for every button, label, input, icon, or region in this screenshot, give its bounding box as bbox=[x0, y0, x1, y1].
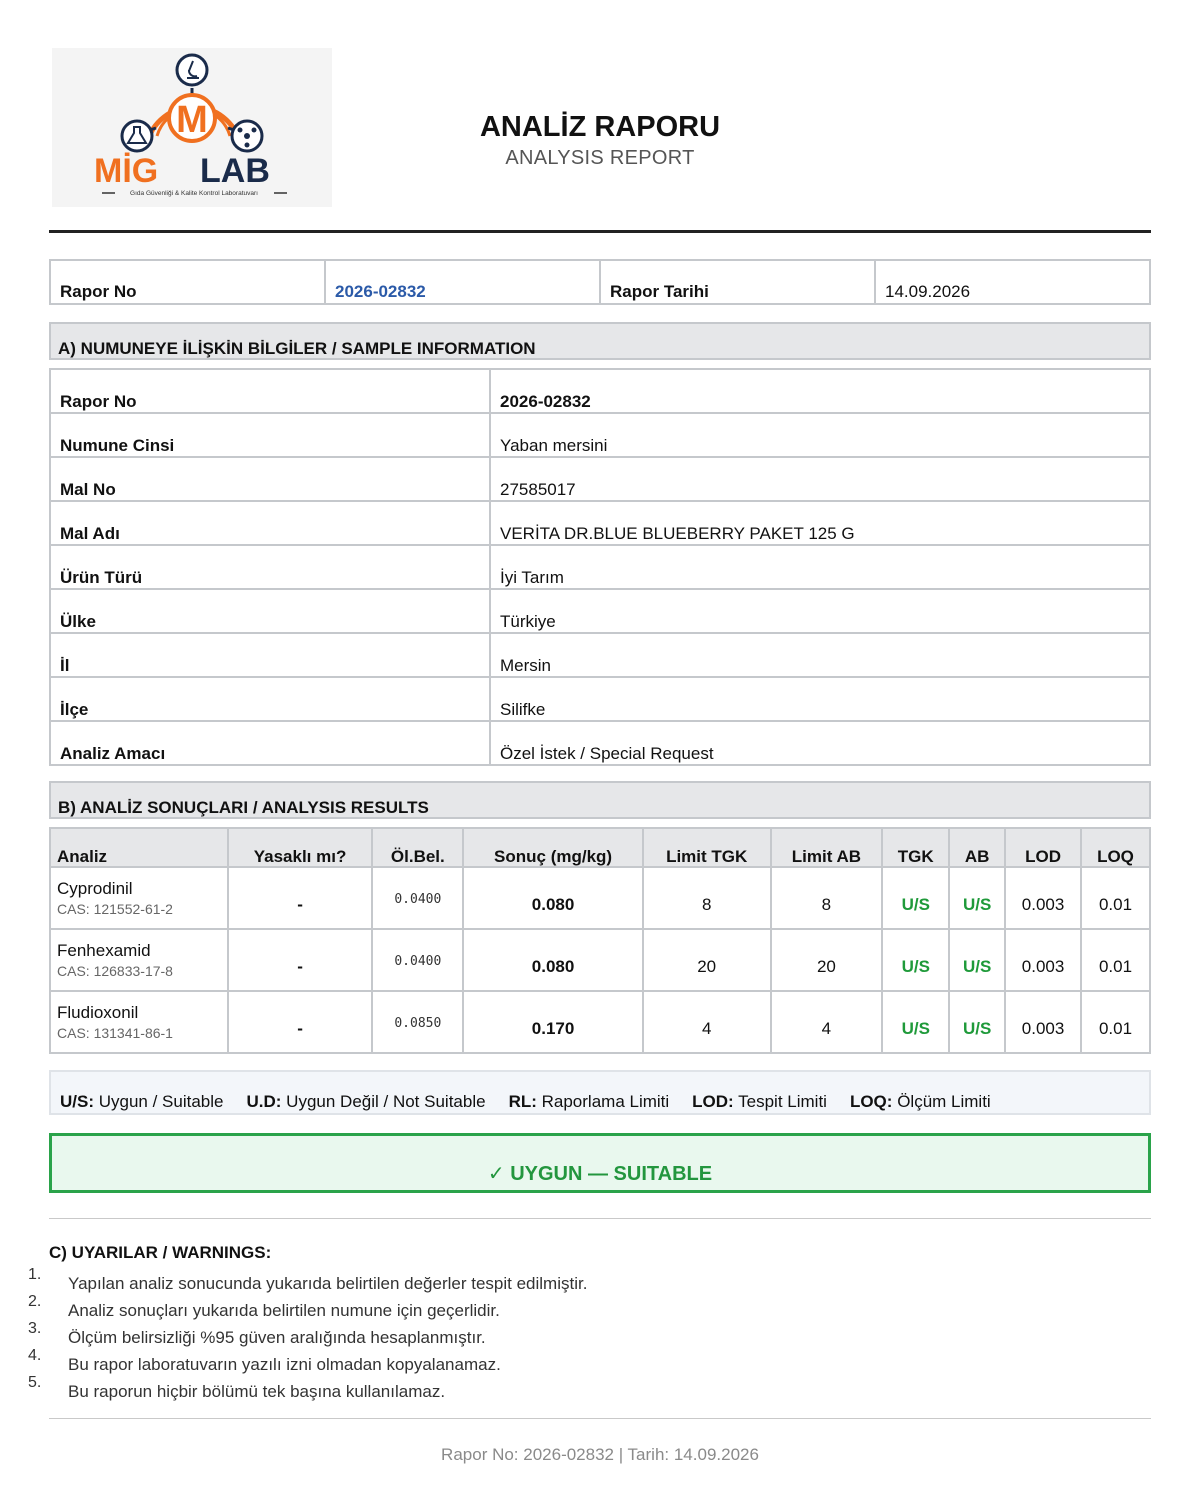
ab-status-cell-text: U/S bbox=[962, 895, 992, 914]
limit-ab-cell-text: 8 bbox=[821, 895, 832, 914]
verdict-text: ✓ UYGUN — SUITABLE bbox=[487, 1163, 713, 1185]
tgk-status-cell bbox=[882, 991, 949, 1053]
sample-info-row bbox=[50, 545, 1150, 589]
limit-ab-cell-text: 4 bbox=[821, 1019, 832, 1038]
loq-cell bbox=[1081, 867, 1150, 929]
sample-info-table bbox=[49, 368, 1151, 766]
sample-info-value: 27585017 bbox=[490, 457, 1150, 501]
warning-text: Analiz sonuçları yukarıda belirtilen numune için geçerlidir. bbox=[68, 1301, 500, 1320]
warning-number: 4. bbox=[28, 1347, 42, 1364]
limit-tgk-cell-text: 20 bbox=[697, 957, 717, 976]
sample-info-label: Analiz Amacı bbox=[50, 721, 490, 765]
sample-info-row bbox=[50, 721, 1150, 765]
result-cell-text: 0.080 bbox=[531, 957, 575, 976]
legend-key: RL: bbox=[508, 1092, 537, 1111]
report-subtitle: ANALYSIS REPORT bbox=[505, 147, 695, 169]
sample-info-value: Mersin bbox=[490, 633, 1150, 677]
analyte-name: Cyprodinil bbox=[57, 879, 133, 898]
svg-text:MİG: MİG bbox=[94, 152, 159, 190]
legend-text: Uygun Değil / Not Suitable bbox=[286, 1092, 486, 1111]
uncertainty-cell bbox=[372, 929, 463, 991]
loq-cell-text: 0.01 bbox=[1098, 895, 1133, 914]
lod-cell bbox=[1005, 929, 1081, 991]
lod-cell-text: 0.003 bbox=[1021, 957, 1065, 976]
warning-item bbox=[28, 1347, 828, 1374]
sample-info-row bbox=[50, 501, 1150, 545]
page-footer: Rapor No: 2026-02832 | Tarih: 14.09.2026 bbox=[441, 1445, 759, 1464]
sample-info-label: Numune Cinsi bbox=[50, 413, 490, 457]
analyte-name: Fludioxonil bbox=[57, 1003, 139, 1022]
loq-cell bbox=[1081, 991, 1150, 1053]
limit-tgk-cell bbox=[643, 929, 771, 991]
ab-status-cell bbox=[949, 991, 1005, 1053]
sample-info-value: Yaban mersini bbox=[490, 413, 1150, 457]
legend-text: Uygun / Suitable bbox=[98, 1092, 224, 1111]
results-section-heading: B) ANALİZ SONUÇLARI / ANALYSIS RESULTS bbox=[49, 781, 1151, 819]
report-meta-table bbox=[49, 259, 1151, 305]
warning-text: Bu rapor laboratuvarın yazılı izni olmadan kopyalanamaz. bbox=[68, 1355, 501, 1374]
warning-text: Bu raporun hiçbir bölümü tek başına kullanılamaz. bbox=[68, 1382, 446, 1401]
sample-info-label: Rapor No bbox=[50, 369, 490, 413]
ab-status-cell-text: U/S bbox=[962, 1019, 992, 1038]
tgk-status-cell-text: U/S bbox=[901, 957, 930, 976]
limit-ab-cell bbox=[771, 867, 883, 929]
legend-key: U.D: bbox=[246, 1092, 282, 1111]
result-cell bbox=[463, 867, 643, 929]
result-row bbox=[50, 867, 1150, 929]
warning-item bbox=[28, 1320, 828, 1347]
tgk-status-cell bbox=[882, 867, 949, 929]
result-row bbox=[50, 991, 1150, 1053]
sample-info-row bbox=[50, 457, 1150, 501]
result-cell-text: 0.080 bbox=[531, 895, 575, 914]
banned-cell bbox=[228, 991, 373, 1053]
legend-item bbox=[509, 1092, 670, 1112]
sample-info-label: Ürün Türü bbox=[50, 545, 490, 589]
analyte-cell bbox=[50, 867, 228, 929]
tgk-status-cell-text: U/S bbox=[901, 1019, 930, 1038]
sample-info-row bbox=[50, 677, 1150, 721]
divider bbox=[49, 1218, 1151, 1219]
legend-item bbox=[850, 1092, 991, 1112]
warning-item bbox=[28, 1293, 828, 1320]
banned-cell-text: - bbox=[297, 895, 303, 914]
divider bbox=[49, 1418, 1151, 1419]
sample-info-label: Mal No bbox=[50, 457, 490, 501]
uncertainty-cell-text: 0.0850 bbox=[394, 1016, 442, 1031]
ab-status-cell-text: U/S bbox=[962, 957, 992, 976]
loq-cell-text: 0.01 bbox=[1098, 1019, 1133, 1038]
legend-item bbox=[246, 1092, 485, 1112]
ab-status-cell bbox=[949, 929, 1005, 991]
svg-text:Gıda Güvenliği & Kalite Kontro: Gıda Güvenliği & Kalite Kontrol Laboratuvarı bbox=[130, 190, 258, 197]
sample-info-value: Özel İstek / Special Request bbox=[490, 721, 1150, 765]
legend-text: Ölçüm Limiti bbox=[897, 1092, 991, 1111]
sample-info-value: VERİTA DR.BLUE BLUEBERRY PAKET 125 G bbox=[490, 501, 1150, 545]
results-column-header: AB bbox=[949, 828, 1005, 867]
sample-info-row bbox=[50, 589, 1150, 633]
analyte-name: Fenhexamid bbox=[57, 941, 151, 960]
sample-info-label: İlçe bbox=[50, 677, 490, 721]
results-column-header: Sonuç (mg/kg) bbox=[463, 828, 643, 867]
sample-info-value: Silifke bbox=[490, 677, 1150, 721]
loq-cell-text: 0.01 bbox=[1098, 957, 1133, 976]
analyte-cell bbox=[50, 991, 228, 1053]
header-divider bbox=[49, 230, 1151, 233]
warning-number: 5. bbox=[28, 1374, 42, 1391]
sample-section-heading: A) NUMUNEYE İLİŞKİN BİLGİLER / SAMPLE INFORMATION bbox=[49, 322, 1151, 360]
warning-number: 1. bbox=[28, 1266, 42, 1283]
analyte-cell bbox=[50, 929, 228, 991]
warning-text: Ölçüm belirsizliği %95 güven aralığında hesaplanmıştır. bbox=[68, 1328, 486, 1347]
report-date-label-cell: Rapor Tarihi bbox=[600, 260, 875, 304]
legend-item bbox=[60, 1092, 223, 1112]
report-no-value-cell bbox=[325, 260, 600, 304]
limit-tgk-cell bbox=[643, 991, 771, 1053]
limit-tgk-cell bbox=[643, 867, 771, 929]
uncertainty-cell bbox=[372, 991, 463, 1053]
analyte-cas: CAS: 131341-86-1 bbox=[57, 1025, 173, 1041]
report-date-value: 14.09.2026 bbox=[885, 282, 971, 301]
result-cell-text: 0.170 bbox=[531, 1019, 575, 1038]
result-cell bbox=[463, 929, 643, 991]
result-cell bbox=[463, 991, 643, 1053]
limit-tgk-cell-text: 4 bbox=[701, 1019, 712, 1038]
banned-cell bbox=[228, 929, 373, 991]
limit-ab-cell bbox=[771, 991, 883, 1053]
warning-item bbox=[28, 1374, 828, 1401]
lod-cell bbox=[1005, 991, 1081, 1053]
sample-info-value: Türkiye bbox=[490, 589, 1150, 633]
analyte-cas: CAS: 126833-17-8 bbox=[57, 963, 173, 979]
report-no-value: 2026-02832 bbox=[335, 282, 426, 301]
report-title: ANALİZ RAPORU bbox=[479, 111, 721, 143]
warnings-list bbox=[28, 1266, 828, 1401]
results-column-header: Analiz bbox=[50, 828, 228, 867]
abbreviation-legend bbox=[49, 1070, 1151, 1115]
legend-key: LOD: bbox=[692, 1092, 734, 1111]
results-column-header: Yasaklı mı? bbox=[228, 828, 373, 867]
lod-cell-text: 0.003 bbox=[1021, 895, 1065, 914]
result-row bbox=[50, 929, 1150, 991]
report-date-value-cell bbox=[875, 260, 1150, 304]
analyte-cas: CAS: 121552-61-2 bbox=[57, 901, 173, 917]
legend-text: Raporlama Limiti bbox=[541, 1092, 670, 1111]
warnings-title: C) UYARILAR / WARNINGS: bbox=[49, 1243, 272, 1262]
sample-info-label: Ülke bbox=[50, 589, 490, 633]
tgk-status-cell bbox=[882, 929, 949, 991]
sample-info-row bbox=[50, 413, 1150, 457]
legend-key: LOQ: bbox=[849, 1092, 893, 1111]
company-logo bbox=[52, 48, 332, 207]
limit-ab-cell bbox=[771, 929, 883, 991]
results-column-header: LOQ bbox=[1081, 828, 1150, 867]
sample-info-value: 2026-02832 bbox=[490, 369, 1150, 413]
banned-cell-text: - bbox=[297, 957, 303, 976]
warning-number: 2. bbox=[28, 1293, 42, 1310]
banned-cell-text: - bbox=[297, 1019, 303, 1038]
tgk-status-cell-text: U/S bbox=[901, 895, 930, 914]
report-title-block bbox=[400, 110, 800, 172]
sample-info-row bbox=[50, 633, 1150, 677]
banned-cell bbox=[228, 867, 373, 929]
uncertainty-cell bbox=[372, 867, 463, 929]
uncertainty-cell-text: 0.0400 bbox=[394, 954, 442, 969]
limit-ab-cell-text: 20 bbox=[816, 957, 836, 976]
lod-cell bbox=[1005, 867, 1081, 929]
verdict-banner bbox=[49, 1133, 1151, 1193]
report-no-label-cell: Rapor No bbox=[50, 260, 325, 304]
results-column-header: TGK bbox=[882, 828, 949, 867]
loq-cell bbox=[1081, 929, 1150, 991]
sample-info-value: İyi Tarım bbox=[490, 545, 1150, 589]
warning-item bbox=[28, 1266, 828, 1293]
results-column-header: Öl.Bel. bbox=[372, 828, 463, 867]
sample-info-label: Mal Adı bbox=[50, 501, 490, 545]
warning-text: Yapılan analiz sonucunda yukarıda belirtilen değerler tespit edilmiştir. bbox=[68, 1274, 588, 1293]
svg-text:M: M bbox=[176, 99, 208, 141]
analysis-results-table bbox=[49, 827, 1151, 1054]
sample-info-row bbox=[50, 369, 1150, 413]
ab-status-cell bbox=[949, 867, 1005, 929]
sample-info-label: İl bbox=[50, 633, 490, 677]
limit-tgk-cell-text: 8 bbox=[701, 895, 712, 914]
legend-item bbox=[692, 1092, 827, 1112]
results-column-header: Limit AB bbox=[771, 828, 883, 867]
legend-text: Tespit Limiti bbox=[738, 1092, 827, 1111]
legend-key: U/S: bbox=[60, 1092, 94, 1111]
lod-cell-text: 0.003 bbox=[1021, 1019, 1065, 1038]
results-column-header: Limit TGK bbox=[643, 828, 771, 867]
uncertainty-cell-text: 0.0400 bbox=[394, 892, 442, 907]
results-column-header: LOD bbox=[1005, 828, 1081, 867]
warning-number: 3. bbox=[28, 1320, 42, 1337]
svg-text:LAB: LAB bbox=[200, 152, 270, 190]
